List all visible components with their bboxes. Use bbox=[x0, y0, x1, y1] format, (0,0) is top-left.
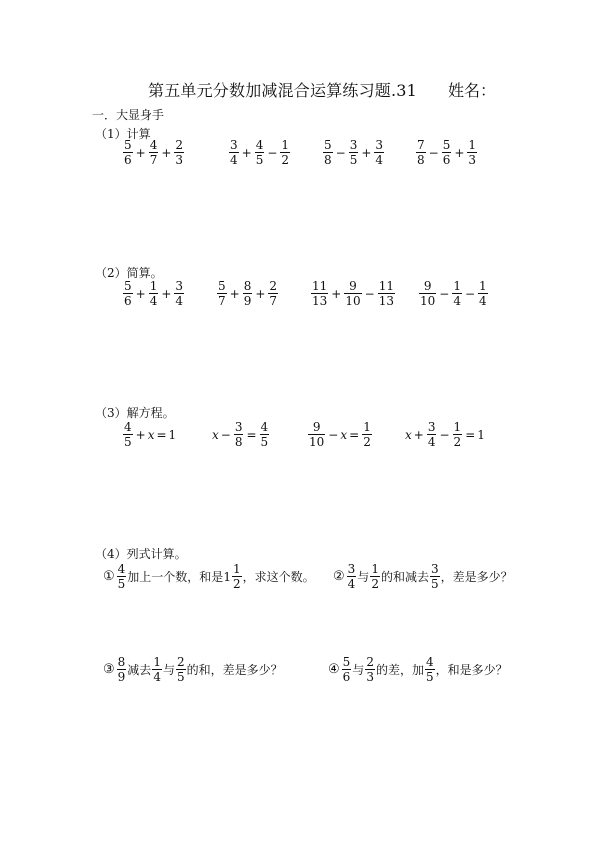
fraction: $\frac{5}{8}$ bbox=[324, 138, 332, 167]
simplify-problem-1: $\frac{5}{6}$ + $\frac{1}{4}$ + $\frac{3}{4}$ bbox=[124, 279, 184, 308]
fraction: $\frac{1}{2}$ bbox=[371, 562, 379, 591]
word-problem-2: ② $\frac{3}{4}$ 与 $\frac{1}{2}$ 的和减去 $\frac{3}{5}$ ，差是多少？ bbox=[333, 562, 513, 591]
fraction: $\frac{3}{4}$ bbox=[347, 562, 356, 591]
calc-problem-4: $\frac{7}{8}$ − $\frac{5}{6}$ + $\frac{1}{3}$ bbox=[417, 138, 477, 167]
equation-2: x − $\frac{3}{8}$ = $\frac{4}{5}$ bbox=[212, 420, 269, 449]
fraction: $\frac{4}{5}$ bbox=[124, 420, 132, 449]
problem-number-marker: ① bbox=[103, 569, 115, 584]
part4-label: （4）列式计算。 bbox=[95, 547, 187, 561]
fraction: $\frac{1}{2}$ bbox=[232, 562, 241, 591]
section-heading: 一．大显身手 bbox=[92, 108, 165, 122]
fraction: $\frac{4}{7}$ bbox=[149, 138, 158, 167]
fraction: $\frac{11}{13}$ bbox=[312, 279, 328, 308]
fraction: $\frac{1}{3}$ bbox=[468, 138, 477, 167]
calc-problem-2: $\frac{3}{4}$ + $\frac{4}{5}$ − $\frac{1}{2}$ bbox=[230, 138, 290, 167]
worksheet-title: 第五单元分数加减混合运算练习题.31 bbox=[148, 81, 418, 100]
fraction: $\frac{5}{6}$ bbox=[124, 279, 132, 308]
equation-3: $\frac{9}{10}$ − x = $\frac{1}{2}$ bbox=[309, 420, 371, 449]
fraction: $\frac{1}{2}$ bbox=[453, 420, 462, 449]
fraction: $\frac{1}{2}$ bbox=[281, 138, 290, 167]
fraction: $\frac{3}{8}$ bbox=[234, 420, 243, 449]
fraction: $\frac{2}{5}$ bbox=[176, 655, 185, 684]
fraction: $\frac{5}{7}$ bbox=[218, 279, 226, 308]
fraction: $\frac{7}{8}$ bbox=[417, 138, 425, 167]
word-problem-4: ④ $\frac{5}{6}$ 与 $\frac{2}{3}$ 的差，加 $\frac{4}{5}$ ，和是多少？ bbox=[328, 655, 508, 684]
problem-number-marker: ② bbox=[333, 569, 345, 584]
part1-label: （1）计算 bbox=[95, 127, 151, 141]
fraction: $\frac{11}{13}$ bbox=[378, 279, 394, 308]
fraction: $\frac{5}{6}$ bbox=[442, 138, 451, 167]
word-problem-1: ① $\frac{4}{5}$ 加上一个数，和是 1 $\frac{1}{2}$ ，求这个数。 bbox=[103, 562, 315, 591]
fraction: $\frac{3}{4}$ bbox=[230, 138, 238, 167]
fraction: $\frac{3}{4}$ bbox=[427, 420, 436, 449]
fraction: $\frac{1}{4}$ bbox=[479, 279, 487, 308]
fraction: $\frac{1}{4}$ bbox=[149, 279, 158, 308]
calc-problem-1: $\frac{5}{6}$ + $\frac{4}{7}$ + $\frac{2}{3}$ bbox=[124, 138, 184, 167]
fraction: $\frac{4}{5}$ bbox=[117, 562, 126, 591]
fraction: $\frac{3}{5}$ bbox=[430, 562, 439, 591]
problem-number-marker: ③ bbox=[103, 662, 115, 677]
fraction: $\frac{3}{4}$ bbox=[175, 279, 184, 308]
fraction: $\frac{5}{6}$ bbox=[342, 655, 351, 684]
word-problem-3: ③ $\frac{8}{9}$ 减去 $\frac{1}{4}$ 与 $\frac{2}{5}$ 的和，差是多少？ bbox=[103, 655, 283, 684]
fraction: $\frac{8}{9}$ bbox=[117, 655, 126, 684]
fraction: $\frac{9}{10}$ bbox=[420, 279, 436, 308]
name-label: 姓名： bbox=[448, 81, 497, 100]
part3-label: （3）解方程。 bbox=[95, 406, 175, 420]
fraction: $\frac{4}{5}$ bbox=[425, 655, 434, 684]
calc-problem-3: $\frac{5}{8}$ − $\frac{3}{5}$ + $\frac{3}{4}$ bbox=[324, 138, 384, 167]
fraction: $\frac{3}{5}$ bbox=[349, 138, 358, 167]
fraction: $\frac{1}{4}$ bbox=[453, 279, 461, 308]
problem-number-marker: ④ bbox=[328, 662, 340, 677]
variable-x: x bbox=[340, 427, 348, 442]
fraction: $\frac{1}{4}$ bbox=[153, 655, 161, 684]
simplify-problem-3: $\frac{11}{13}$ + $\frac{9}{10}$ − $\frac{11}{13}$ bbox=[312, 279, 394, 308]
part2-label: （2）简算。 bbox=[95, 266, 163, 280]
fraction: $\frac{4}{5}$ bbox=[260, 420, 269, 449]
fraction: $\frac{3}{4}$ bbox=[375, 138, 384, 167]
fraction: $\frac{9}{10}$ bbox=[309, 420, 325, 449]
variable-x: x bbox=[212, 427, 219, 442]
simplify-problem-2: $\frac{5}{7}$ + $\frac{8}{9}$ + $\frac{2}{7}$ bbox=[218, 279, 278, 308]
fraction: $\frac{4}{5}$ bbox=[255, 138, 264, 167]
fraction: $\frac{8}{9}$ bbox=[243, 279, 252, 308]
variable-x: x bbox=[147, 427, 155, 442]
fraction: $\frac{9}{10}$ bbox=[345, 279, 361, 308]
simplify-problem-4: $\frac{9}{10}$ − $\frac{1}{4}$ − $\frac{1}{4}$ bbox=[420, 279, 487, 308]
fraction: $\frac{2}{3}$ bbox=[366, 655, 374, 684]
fraction: $\frac{5}{6}$ bbox=[124, 138, 132, 167]
variable-x: x bbox=[405, 427, 412, 442]
fraction: $\frac{2}{7}$ bbox=[269, 279, 278, 308]
equation-1: $\frac{4}{5}$ + x = 1 bbox=[124, 420, 177, 449]
equation-4: x + $\frac{3}{4}$ − $\frac{1}{2}$ = 1 bbox=[405, 420, 485, 449]
fraction: $\frac{2}{3}$ bbox=[175, 138, 184, 167]
fraction: $\frac{1}{2}$ bbox=[363, 420, 371, 449]
